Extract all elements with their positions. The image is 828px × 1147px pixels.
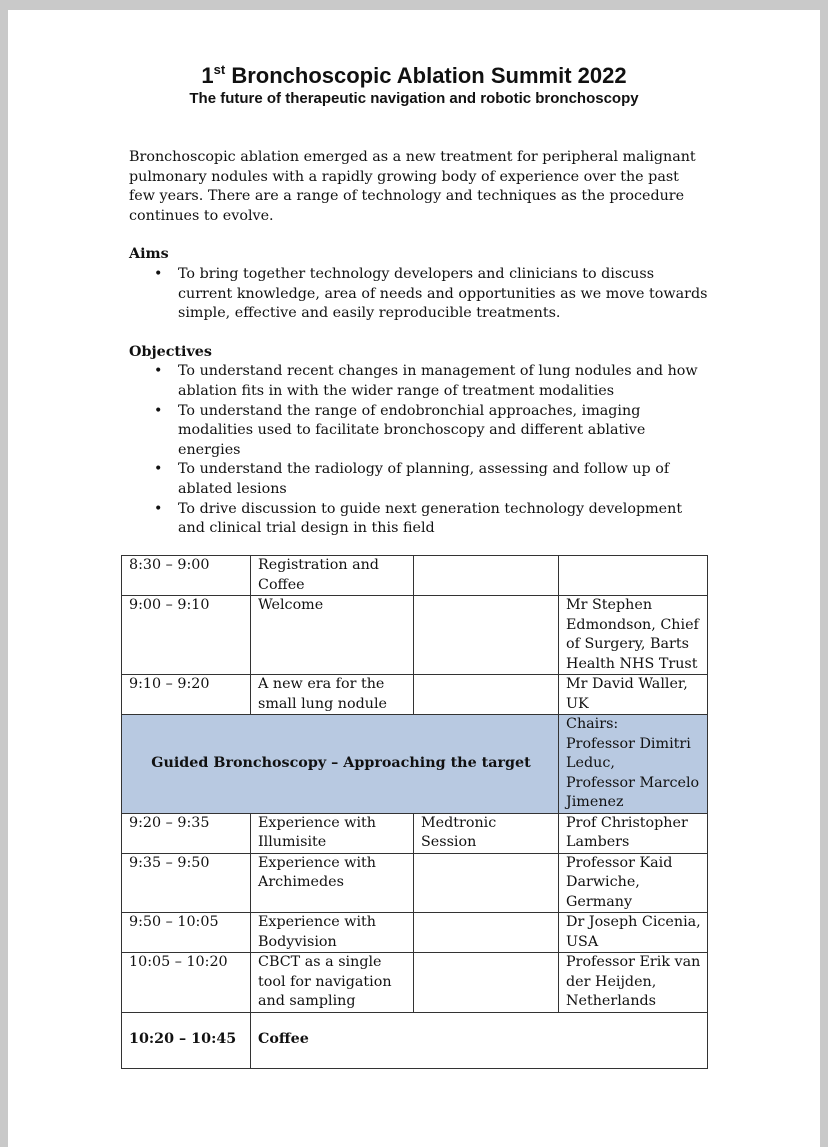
- topic-cell: Experience with Illumisite: [251, 813, 414, 853]
- time-cell: 8:30 – 9:00: [122, 556, 251, 596]
- topic-cell: Experience with Bodyvision: [251, 913, 414, 953]
- session-cell: [414, 853, 559, 913]
- header: [8, 62, 820, 108]
- topic-cell: Coffee: [251, 1012, 708, 1068]
- bullet-icon: •: [154, 265, 163, 282]
- speaker-cell: Professor Kaid Darwiche, Germany: [559, 853, 708, 913]
- bullet-icon: •: [154, 500, 163, 517]
- time-cell: 10:05 – 10:20: [122, 953, 251, 1013]
- session-band-row: [122, 715, 708, 814]
- chairs-cell: [559, 715, 708, 814]
- bullet-icon: •: [154, 402, 163, 419]
- objectives-item: [129, 460, 709, 499]
- aims-item-text: To bring together technology developers and clinicians to discuss current knowledge, area of needs and opportunities as we move towards simple, effective and easily reproducible treatments.: [178, 265, 708, 322]
- objectives-item-text: To drive discussion to guide next generation technology development and clinical trial design in this field: [178, 500, 683, 537]
- session-cell: [414, 675, 559, 715]
- bullet-icon: •: [154, 363, 163, 380]
- table-row: [122, 675, 708, 715]
- objectives-item-text: To understand the range of endobronchial approaches, imaging modalities used to facilitate bronchoscopy and different ablative energies: [178, 402, 646, 458]
- aims-heading: Aims: [129, 246, 169, 263]
- topic-cell: A new era for the small lung nodule: [251, 675, 414, 715]
- objectives-item: [129, 402, 709, 461]
- speaker-cell: [559, 556, 708, 596]
- coffee-break-row: [122, 1012, 708, 1068]
- time-cell: 9:35 – 9:50: [122, 853, 251, 913]
- objectives-item: [129, 362, 709, 401]
- title-ordinal: 1: [201, 63, 214, 88]
- title-text: Bronchoscopic Ablation Summit 2022: [225, 63, 627, 88]
- table-row: [122, 556, 708, 596]
- session-cell: [414, 913, 559, 953]
- page-title: [8, 62, 820, 90]
- document-body: [129, 148, 709, 539]
- session-cell: Medtronic Session: [414, 813, 559, 853]
- objectives-item: [129, 500, 709, 539]
- table-row: [122, 813, 708, 853]
- objectives-heading: Objectives: [129, 343, 212, 360]
- objectives-item-text: To understand recent changes in management of lung nodules and how ablation fits in with the wider range of treatment modalities: [178, 363, 698, 399]
- speaker-cell: Prof Christopher Lambers: [559, 813, 708, 853]
- table-row: [122, 913, 708, 953]
- speaker-cell: Professor Erik van der Heijden, Netherlands: [559, 953, 708, 1013]
- session-band-label: Guided Bronchoscopy – Approaching the target: [122, 715, 559, 814]
- time-cell: 9:00 – 9:10: [122, 596, 251, 675]
- schedule-table: [121, 555, 708, 1069]
- table-row: [122, 953, 708, 1013]
- aims-item: [129, 265, 709, 324]
- session-cell: [414, 596, 559, 675]
- speaker-cell: Dr Joseph Cicenia, USA: [559, 913, 708, 953]
- chair-name: Professor Marcelo Jimenez: [566, 774, 700, 810]
- table-row: [122, 596, 708, 675]
- time-cell: 10:20 – 10:45: [122, 1012, 251, 1068]
- time-cell: 9:20 – 9:35: [122, 813, 251, 853]
- topic-cell: Registration and Coffee: [251, 556, 414, 596]
- speaker-cell: Mr Stephen Edmondson, Chief of Surgery, Barts Health NHS Trust: [559, 596, 708, 675]
- session-cell: [414, 953, 559, 1013]
- page-subtitle: The future of therapeutic navigation and robotic bronchoscopy: [189, 90, 639, 107]
- topic-cell: Welcome: [251, 596, 414, 675]
- speaker-cell: Mr David Waller, UK: [559, 675, 708, 715]
- title-ordinal-suffix: st: [213, 62, 226, 77]
- session-cell: [414, 556, 559, 596]
- time-cell: 9:50 – 10:05: [122, 913, 251, 953]
- topic-cell: Experience with Archimedes: [251, 853, 414, 913]
- aims-list: [129, 265, 709, 324]
- table-row: [122, 853, 708, 913]
- chairs-label: Chairs:: [566, 716, 619, 732]
- objectives-list: [129, 362, 709, 538]
- intro-paragraph: Bronchoscopic ablation emerged as a new treatment for peripheral malignant pulmonary nodules with a rapidly growing body of experience over the past few years. There are a range of technology and techniques as the procedure continues to evolve.: [129, 149, 696, 224]
- chair-name: Professor Dimitri Leduc,: [566, 735, 691, 771]
- topic-cell: CBCT as a single tool for navigation and sampling: [251, 953, 414, 1013]
- bullet-icon: •: [154, 461, 163, 478]
- time-cell: 9:10 – 9:20: [122, 675, 251, 715]
- objectives-item-text: To understand the radiology of planning, assessing and follow up of ablated lesions: [178, 461, 670, 497]
- document-page: [8, 10, 820, 1147]
